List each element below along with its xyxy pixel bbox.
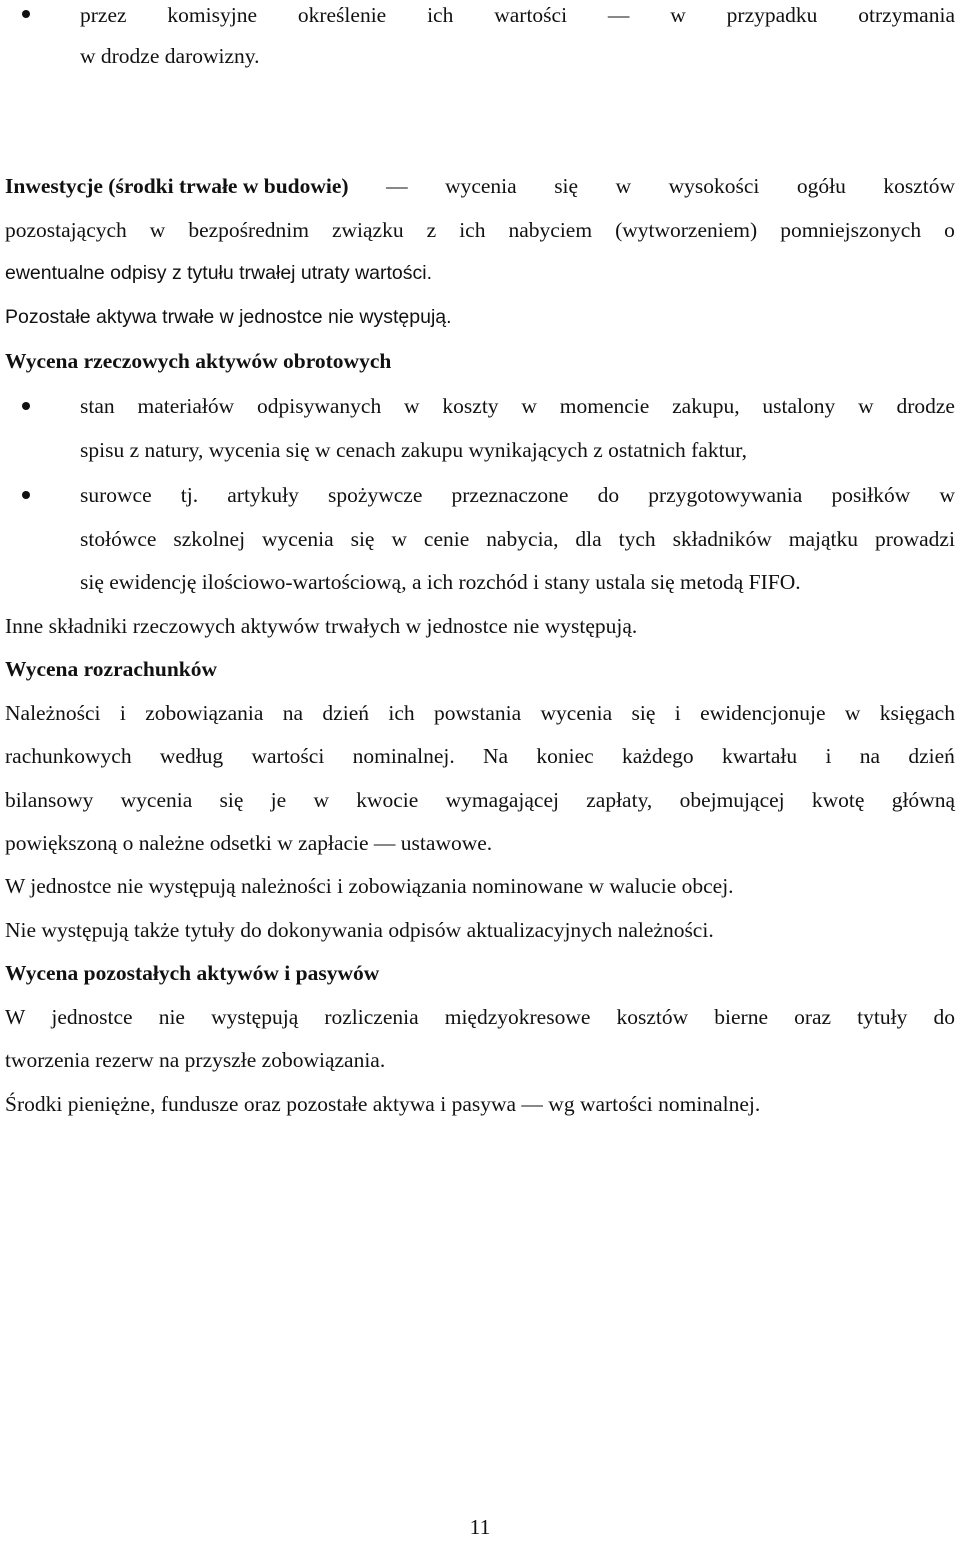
word: do bbox=[597, 483, 620, 507]
word: i bbox=[119, 701, 126, 725]
bullet-dot bbox=[22, 491, 30, 499]
word: zakupu, bbox=[672, 394, 740, 418]
word: tj. bbox=[180, 483, 199, 507]
word: drodze bbox=[896, 394, 955, 418]
justified-line bbox=[80, 524, 955, 554]
word: z bbox=[426, 218, 437, 242]
word: — bbox=[386, 174, 408, 198]
word: się bbox=[350, 527, 375, 551]
word: szkolnej bbox=[173, 527, 246, 551]
word: komisyjne bbox=[167, 3, 257, 27]
word: — bbox=[607, 3, 630, 27]
word: dla bbox=[575, 527, 602, 551]
word: ogółu bbox=[796, 174, 846, 198]
word: bilansowy bbox=[5, 788, 94, 812]
text-line: Nie występują także tytuły do dokonywania odpisów aktualizacyjnych należności. bbox=[5, 918, 714, 942]
word: majątku bbox=[788, 527, 858, 551]
word: nabyciem bbox=[508, 218, 593, 242]
word: odpisywanych bbox=[257, 394, 382, 418]
word: wartości bbox=[251, 744, 325, 768]
word: wysokości bbox=[668, 174, 760, 198]
justified-line bbox=[5, 785, 955, 815]
word: kwocie bbox=[356, 788, 419, 812]
word: wycenia bbox=[120, 788, 193, 812]
word: występują bbox=[211, 1005, 299, 1029]
word: koniec bbox=[536, 744, 594, 768]
word: wycenia bbox=[262, 527, 334, 551]
word: przeznaczone bbox=[451, 483, 569, 507]
word: Na bbox=[483, 744, 509, 768]
word: cenie bbox=[423, 527, 470, 551]
word: (wytworzeniem) bbox=[615, 218, 758, 242]
word: powstania bbox=[433, 701, 522, 725]
word: o bbox=[944, 218, 955, 242]
word: bezpośrednim bbox=[188, 218, 309, 242]
word: dzień bbox=[908, 744, 955, 768]
word: W bbox=[5, 1005, 26, 1029]
justified-line bbox=[5, 215, 955, 245]
word: kosztów bbox=[616, 1005, 689, 1029]
word: w bbox=[149, 218, 166, 242]
justified-line bbox=[5, 171, 955, 201]
word: w bbox=[313, 788, 329, 812]
section-heading: Wycena rzeczowych aktywów obrotowych bbox=[5, 349, 392, 373]
word: składników bbox=[672, 527, 772, 551]
section-heading: Wycena rozrachunków bbox=[5, 657, 218, 681]
justified-line bbox=[5, 1002, 955, 1032]
word: w bbox=[858, 394, 874, 418]
text-line: Środki pieniężne, fundusze oraz pozostałe aktywa i pasywa — wg wartości nominalnej. bbox=[5, 1092, 761, 1116]
word: otrzymania bbox=[858, 3, 955, 27]
word: ustalony bbox=[762, 394, 836, 418]
text-line: Pozostałe aktywa trwałe w jednostce nie występują. bbox=[5, 306, 452, 328]
word: rozliczenia bbox=[324, 1005, 419, 1029]
word: w bbox=[404, 394, 420, 418]
word: prowadzi bbox=[874, 527, 955, 551]
word: główną bbox=[891, 788, 955, 812]
word: w bbox=[521, 394, 537, 418]
word: Należności bbox=[5, 701, 101, 725]
word: ich bbox=[388, 701, 415, 725]
word: wycenia bbox=[445, 174, 517, 198]
word: wartości bbox=[494, 3, 568, 27]
word: dzień bbox=[322, 701, 369, 725]
word: kosztów bbox=[883, 174, 955, 198]
word: posiłków bbox=[831, 483, 911, 507]
word: tytuły bbox=[857, 1005, 908, 1029]
word: bierne bbox=[714, 1005, 768, 1029]
word: i bbox=[674, 701, 681, 725]
word: przypadku bbox=[726, 3, 818, 27]
text-line: ewentualne odpisy z tytułu trwałej utraty wartości. bbox=[5, 262, 433, 284]
justified-line bbox=[5, 741, 955, 771]
word: pomniejszonych bbox=[780, 218, 922, 242]
word: związku bbox=[331, 218, 404, 242]
word: przygotowywania bbox=[648, 483, 803, 507]
bullet-dot bbox=[22, 10, 30, 18]
word: oraz bbox=[794, 1005, 832, 1029]
word: w bbox=[939, 483, 955, 507]
text-line: W jednostce nie występują należności i zobowiązania nominowane w walucie obcej. bbox=[5, 874, 734, 898]
word: artykuły bbox=[227, 483, 299, 507]
word: pozostających bbox=[5, 218, 127, 242]
text-line: tworzenia rezerw na przyszłe zobowiązania. bbox=[5, 1048, 386, 1072]
word: koszty bbox=[442, 394, 499, 418]
text-line: spisu z natury, wycenia się w cenach zakupu wynikających z ostatnich faktur, bbox=[80, 438, 747, 462]
word: surowce bbox=[80, 483, 152, 507]
word: jednostce bbox=[51, 1005, 133, 1029]
word: każdego bbox=[622, 744, 694, 768]
word: w bbox=[391, 527, 407, 551]
word: ich bbox=[427, 3, 454, 27]
word: nie bbox=[158, 1005, 185, 1029]
word: spożywcze bbox=[328, 483, 423, 507]
word: ich bbox=[459, 218, 486, 242]
word: kwartału bbox=[721, 744, 798, 768]
word: się bbox=[219, 788, 244, 812]
justified-line bbox=[80, 480, 955, 510]
word: zapłaty, bbox=[586, 788, 653, 812]
word: określenie bbox=[297, 3, 387, 27]
bullet-dot bbox=[22, 402, 30, 410]
text-line: Inne składniki rzeczowych aktywów trwałych w jednostce nie występują. bbox=[5, 614, 638, 638]
word: wymagającej bbox=[445, 788, 559, 812]
justified-line bbox=[80, 391, 955, 421]
word: nominalnej. bbox=[352, 744, 455, 768]
word: zobowiązania bbox=[145, 701, 264, 725]
justified-line bbox=[5, 698, 955, 728]
word: rachunkowych bbox=[5, 744, 132, 768]
justified-line bbox=[80, 0, 955, 30]
word: według bbox=[159, 744, 224, 768]
word: nabycia, bbox=[486, 527, 559, 551]
text-line: w drodze darowizny. bbox=[80, 44, 260, 68]
word: w bbox=[615, 174, 632, 198]
section-heading: Wycena pozostałych aktywów i pasywów bbox=[5, 961, 380, 985]
word: i bbox=[825, 744, 832, 768]
word: materiałów bbox=[137, 394, 235, 418]
word: stan bbox=[80, 394, 115, 418]
word: na bbox=[282, 701, 304, 725]
word: międzyokresowe bbox=[444, 1005, 591, 1029]
page-number: 11 bbox=[469, 1515, 491, 1539]
word: stołówce bbox=[80, 527, 157, 551]
text-line: się ewidencję ilościowo-wartościową, a ich rozchód i stany ustala się metodą FIFO. bbox=[80, 570, 801, 594]
word: się bbox=[631, 701, 656, 725]
word: kwotę bbox=[811, 788, 865, 812]
word: do bbox=[933, 1005, 955, 1029]
word: wycenia bbox=[540, 701, 613, 725]
word: na bbox=[859, 744, 881, 768]
word: tych bbox=[618, 527, 656, 551]
word: się bbox=[554, 174, 579, 198]
word: księgach bbox=[879, 701, 955, 725]
word: je bbox=[270, 788, 287, 812]
word: w bbox=[844, 701, 861, 725]
word: obejmującej bbox=[679, 788, 785, 812]
word: w bbox=[670, 3, 686, 27]
word: ewidencjonuje bbox=[700, 701, 826, 725]
word: przez bbox=[80, 3, 127, 27]
paragraph-lead: Inwestycje (środki trwałe w budowie) bbox=[5, 174, 349, 198]
word: momencie bbox=[559, 394, 650, 418]
text-line: powiększoną o należne odsetki w zapłacie — ustawowe. bbox=[5, 831, 493, 855]
